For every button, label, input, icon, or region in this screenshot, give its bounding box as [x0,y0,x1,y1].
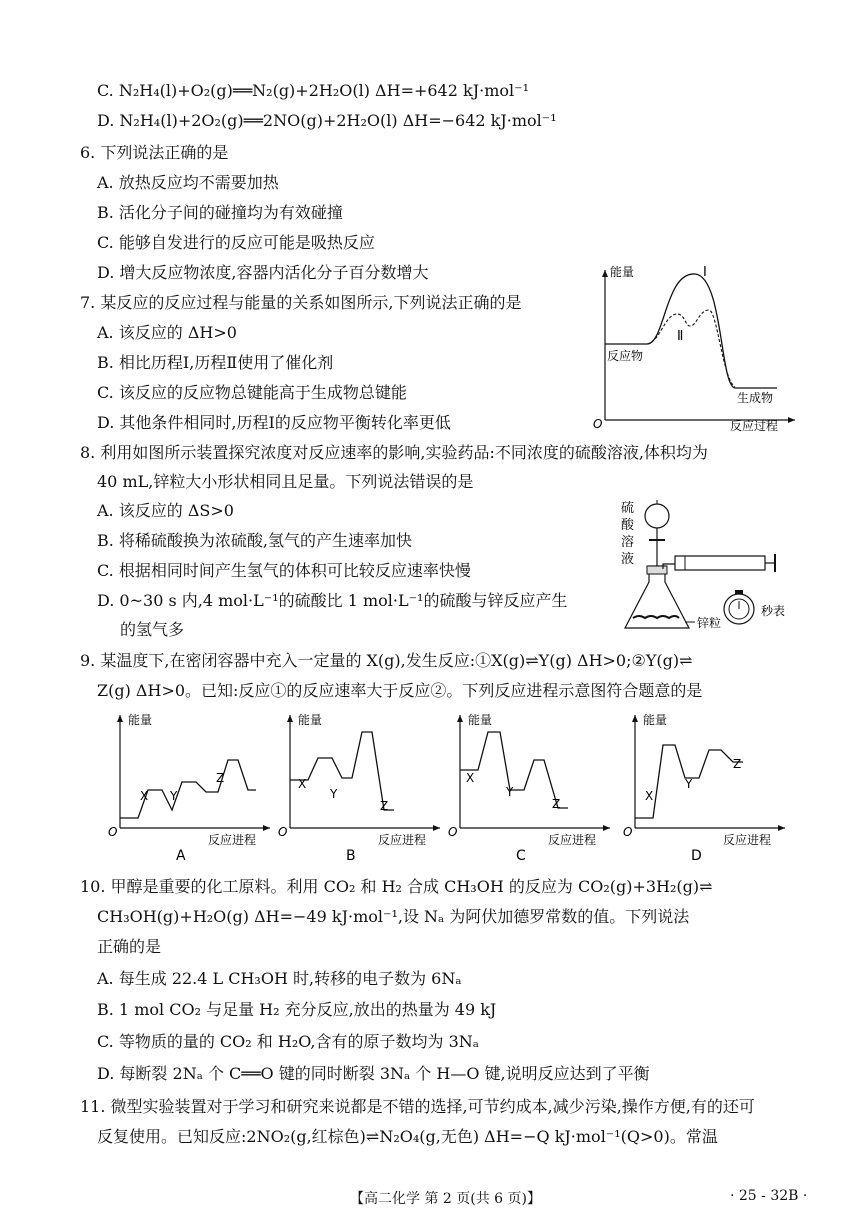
q9-y-label: 能量 [128,713,153,727]
q9-x-arrow [433,825,440,831]
q9-origin: O [448,825,458,839]
footer-page-info: 【高二化学 第 2 页(共 6 页)】 [350,1191,541,1207]
q9-z-species: Z [552,797,561,811]
q6-option-c: C. 能够自发进行的反应可能是吸热反应 [97,233,375,252]
q9-energy-curve [290,732,394,810]
q11-stem-line1: 11. 微型实验装置对于学习和研究来说都是不错的选择,可节约成本,减少污染,操作方便,有的还可 [80,1097,755,1116]
q9-x-label: 反应进程 [208,833,257,847]
q9-y-label: 能量 [298,713,323,727]
q9-y-species: Y [506,785,514,799]
q8-acid-label [621,501,635,567]
q7-y-label: 能量 [610,265,635,279]
q8-acid-char-4: 液 [621,552,635,567]
q9-charts [100,710,780,870]
q6-option-b: B. 活化分子间的碰撞均为有效碰撞 [97,203,343,222]
q5-option-c: C. N₂H₄(l)+O₂(g)══N₂(g)+2H₂O(l) ΔH=+642 kJ·mol⁻¹ [97,81,529,100]
q9-z-species: Z [380,799,389,813]
q10-option-a: A. 每生成 22.4 L CH₃OH 时,转移的电子数为 6Nₐ [97,969,462,988]
q10-stem-line1: 10. 甲醇是重要的化工原料。利用 CO₂ 和 H₂ 合成 CH₃OH 的反应为 CO₂(g)+3H₂(g)⇌ [80,877,713,896]
q7-option-d: D. 其他条件相同时,历程Ⅰ的反应物平衡转化率更低 [97,413,451,432]
q7-option-a: A. 该反应的 ΔH>0 [97,323,237,342]
q9-chart-letter: B [346,848,356,864]
q9-y-arrow [457,715,463,722]
q7-origin: O [593,417,603,431]
q9-chart-letter: A [176,848,186,864]
q9-stem-line1: 9. 某温度下,在密闭容器中充入一定量的 X(g),发生反应:①X(g)⇌Y(g) ΔH>0;②Y(g)⇌ [80,651,693,670]
q9-x-species: X [140,789,149,803]
q9-chart-letter: D [691,848,702,864]
q7-path-2-curve [647,310,735,387]
q9-chart-b [278,712,440,864]
q7-path-1-curve [605,274,777,388]
q8-option-c: C. 根据相同时间产生氢气的体积可比较反应速率快慢 [97,561,471,580]
q7-stem: 7. 某反应的反应过程与能量的关系如图所示,下列说法正确的是 [80,293,522,312]
q6-option-a: A. 放热反应均不需要加热 [97,173,279,192]
q9-origin: O [108,825,118,839]
footer-code: · 25 - 32B · [730,1188,808,1204]
q7-energy-diagram [585,262,800,432]
q9-x-label: 反应进程 [723,833,772,847]
q8-apparatus-figure [615,494,795,636]
q8-option-d-line1: D. 0~30 s 内,4 mol·L⁻¹的硫酸比 1 mol·L⁻¹的硫酸与锌反应产生 [97,591,568,610]
q9-y-label: 能量 [643,713,668,727]
q9-x-label: 反应进程 [378,833,427,847]
q8-acid-char-3: 溶 [621,535,635,550]
q9-origin: O [278,825,288,839]
q8-stem-line2: 40 mL,锌粒大小形状相同且足量。下列说法错误的是 [97,472,474,491]
q9-z-species: Z [733,757,742,771]
q9-chart-letter: C [516,848,526,864]
q11-stem-line2: 反复使用。已知反应:2NO₂(g,红棕色)⇌N₂O₄(g,无色) ΔH=−Q kJ·mol⁻¹(Q>0)。常温 [97,1127,718,1146]
q9-x-arrow [603,825,610,831]
q8-option-a: A. 该反应的 ΔS>0 [97,501,234,520]
q8-stem-line1: 8. 利用如图所示装置探究浓度对反应速率的影响,实验药品:不同浓度的硫酸溶液,体积均为 [80,443,708,462]
q9-y-species: Y [170,789,178,803]
q9-x-arrow [778,825,785,831]
q5-option-d: D. N₂H₄(l)+2O₂(g)══2NO(g)+2H₂O(l) ΔH=−642 kJ·mol⁻¹ [97,111,557,130]
q7-reactant-label: 反应物 [607,349,644,363]
q10-option-d: D. 每断裂 2Nₐ 个 C══O 键的同时断裂 3Nₐ 个 H—O 键,说明反应达到了平衡 [97,1064,650,1083]
q9-origin: O [623,825,633,839]
q9-stem-line2: Z(g) ΔH>0。已知:反应①的反应速率大于反应②。下列反应进程示意图符合题意的是 [97,681,703,700]
q9-y-label: 能量 [468,713,493,727]
q8-option-d-line2: 的氢气多 [120,620,185,639]
q10-stem-line3: 正确的是 [97,937,162,956]
q9-x-arrow [263,825,270,831]
q8-timer-label: 秒表 [761,604,786,618]
q10-option-b: B. 1 mol CO₂ 与足量 H₂ 充分反应,放出的热量为 49 kJ [97,1000,497,1019]
q9-x-label: 反应进程 [548,833,597,847]
q7-path-2-label: Ⅱ [677,329,684,344]
q7-option-b: B. 相比历程Ⅰ,历程Ⅱ使用了催化剂 [97,353,334,372]
q8-acid-char-1: 硫 [621,501,635,516]
q9-z-species: Z [216,771,225,785]
q9-chart-a [108,712,270,864]
q9-y-arrow [287,715,293,722]
q9-chart-c [448,712,610,864]
q7-path-1-label: Ⅰ [703,265,707,280]
q9-y-species: Y [685,777,693,791]
q7-option-c: C. 该反应的反应物总键能高于生成物总键能 [97,383,407,402]
q9-y-species: Y [330,787,338,801]
q8-option-b: B. 将稀硫酸换为浓硫酸,氢气的产生速率加快 [97,531,413,550]
q8-acid-char-2: 酸 [621,518,635,533]
q10-option-c: C. 等物质的量的 CO₂ 和 H₂O,含有的原子数均为 3Nₐ [97,1032,479,1051]
q9-x-species: X [298,777,307,791]
q7-product-label: 生成物 [737,391,774,405]
q9-y-arrow [117,715,123,722]
q6-option-d: D. 增大反应物浓度,容器内活化分子百分数增大 [97,263,429,282]
q10-stem-line2: CH₃OH(g)+H₂O(g) ΔH=−49 kJ·mol⁻¹,设 Nₐ 为阿伏加德罗常数的值。下列说法 [97,907,690,926]
q9-chart-d [623,712,785,864]
q8-zinc-label: 锌粒 [697,616,722,630]
q9-y-arrow [632,715,638,722]
q9-x-species: X [645,789,654,803]
q6-stem: 6. 下列说法正确的是 [80,143,229,162]
q9-x-species: X [466,771,475,785]
q8-zinc-granules [633,616,679,618]
q7-x-label: 反应过程 [730,419,779,433]
